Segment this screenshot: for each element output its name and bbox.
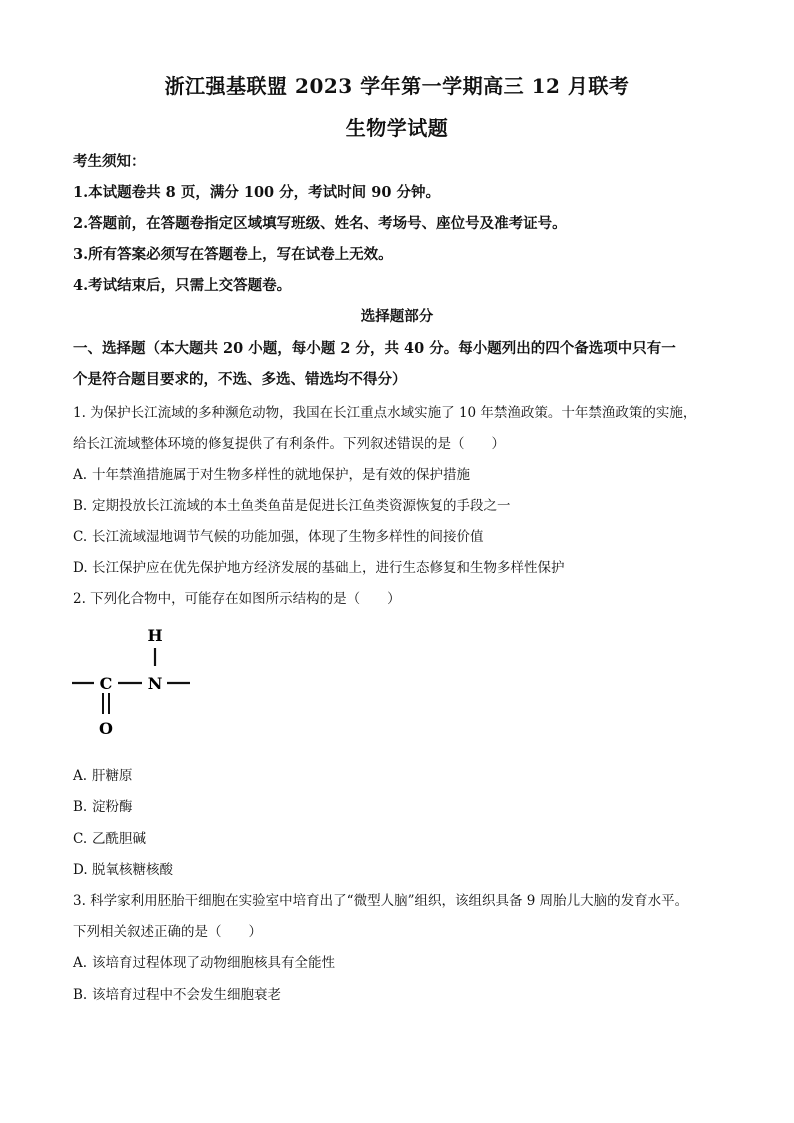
exam-title: 浙江强基联盟 2023 学年第一学期高三 12 月联考 xyxy=(164,74,630,98)
section-instruction-line-2: 个是符合题目要求的，不选、多选、错选均不得分） xyxy=(73,371,407,388)
option-key: B. xyxy=(73,498,88,514)
atom-o: O xyxy=(99,719,113,738)
notice-item-1: 1.本试题卷共 8 页，满分 100 分，考试时间 90 分钟。 xyxy=(73,184,440,201)
section-heading: 选择题部分 xyxy=(360,308,434,325)
option-key: B. xyxy=(73,799,88,815)
question-1-stem-line-1: 1. 为保护长江流域的多种濒危动物，我国在长江重点水域实施了 10 年禁渔政策。十年禁渔政策的实施， xyxy=(73,405,697,421)
question-3-stem-line-2: 下列相关叙述正确的是（ ） xyxy=(73,924,262,940)
atom-h: H xyxy=(147,626,163,645)
question-2-stem: 2. 下列化合物中，可能存在如图所示结构的是（ ） xyxy=(73,591,401,607)
option-text: 定期投放长江流域的本土鱼类鱼苗是促进长江鱼类资源恢复的手段之一 xyxy=(92,498,511,514)
question-1-option-b xyxy=(73,494,511,514)
question-2-option-a xyxy=(73,764,133,784)
option-text: 乙酰胆碱 xyxy=(92,831,146,847)
question-1-option-a xyxy=(73,463,470,483)
atom-n: N xyxy=(147,674,163,693)
question-3-stem-line-1: 3. 科学家利用胚胎干细胞在实验室中培育出了“微型人脑”组织，该组织具备 9 周胎儿大脑的发育水平。 xyxy=(73,893,689,909)
question-3-option-a xyxy=(73,951,335,971)
question-1-option-d xyxy=(73,556,565,576)
question-1-option-c xyxy=(73,525,484,545)
atom-c: C xyxy=(99,674,113,693)
notice-heading: 考生须知： xyxy=(73,153,146,170)
option-key: A. xyxy=(73,955,88,971)
question-2-option-c xyxy=(73,827,146,847)
option-key: A. xyxy=(73,467,88,483)
option-key: C. xyxy=(73,529,88,545)
option-key: A. xyxy=(73,768,88,784)
option-key: D. xyxy=(73,560,88,576)
peptide-bond-structure xyxy=(66,622,226,742)
question-2-option-d xyxy=(73,858,173,878)
notice-item-3: 3.所有答案必须写在答题卷上，写在试卷上无效。 xyxy=(73,246,393,263)
option-text: 十年禁渔措施属于对生物多样性的就地保护，是有效的保护措施 xyxy=(92,467,470,483)
question-2-option-b xyxy=(73,795,133,815)
section-instruction-line-1: 一、选择题（本大题共 20 小题，每小题 2 分，共 40 分。每小题列出的四个备选项中只有一 xyxy=(73,340,676,357)
notice-item-4: 4.考试结束后，只需上交答题卷。 xyxy=(73,277,292,294)
option-text: 长江保护应在优先保护地方经济发展的基础上，进行生态修复和生物多样性保护 xyxy=(92,560,565,576)
question-3-option-b xyxy=(73,983,281,1003)
exam-subtitle: 生物学试题 xyxy=(345,116,449,140)
option-text: 该培育过程体现了动物细胞核具有全能性 xyxy=(92,955,335,971)
option-text: 肝糖原 xyxy=(92,768,133,784)
option-key: B. xyxy=(73,987,88,1003)
option-text: 淀粉酶 xyxy=(92,799,133,815)
notice-item-2: 2.答题前，在答题卷指定区域填写班级、姓名、考场号、座位号及准考证号。 xyxy=(73,215,567,232)
question-1-stem-line-2: 给长江流域整体环境的修复提供了有利条件。下列叙述错误的是（ ） xyxy=(73,436,505,452)
option-key: D. xyxy=(73,862,88,878)
option-text: 该培育过程中不会发生细胞衰老 xyxy=(92,987,281,1003)
option-key: C. xyxy=(73,831,88,847)
option-text: 脱氧核糖核酸 xyxy=(92,862,173,878)
option-text: 长江流域湿地调节气候的功能加强，体现了生物多样性的间接价值 xyxy=(92,529,484,545)
